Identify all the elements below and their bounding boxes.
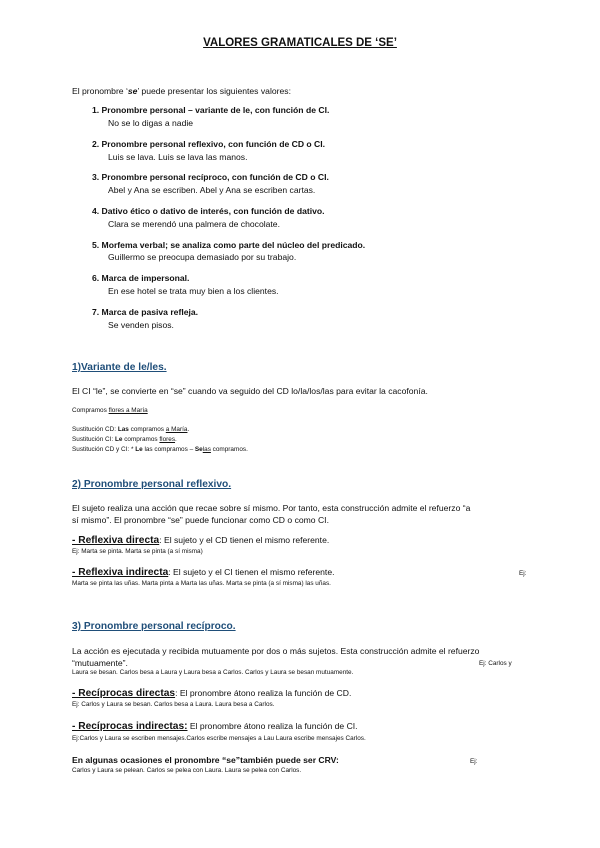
list-item-heading: 6. Marca de impersonal. (92, 273, 190, 283)
text: compramos. (210, 446, 248, 453)
text: compramos (122, 436, 160, 443)
section-heading-3: 3) Pronombre personal recíproco. (72, 621, 236, 632)
example-text: Compramos (72, 407, 109, 414)
bold-pronoun: Le (114, 436, 123, 443)
list-item-example: Abel y Ana se escriben. Abel y Ana se escriben cartas. (108, 185, 316, 195)
section-heading-2: 2) Pronombre personal reflexivo. (72, 479, 232, 490)
underlined: a María (165, 426, 188, 433)
list-item-example: Clara se merendó una palmera de chocolate. (108, 219, 280, 229)
list-item-heading: 2. Pronombre personal reflexivo, con función de CD o CI. (92, 139, 326, 149)
reflexiva-indirecta (72, 567, 334, 578)
reciprocas-directas (72, 688, 351, 699)
reflexiva-indirecta-ej: Ej: (519, 570, 527, 577)
text: El pronombre átono realiza la función de CI. (187, 721, 358, 731)
bold-pronoun: Se (194, 446, 203, 453)
underlined: flores (159, 436, 176, 443)
text: : El sujeto y el CD tienen el mismo referente. (159, 535, 330, 545)
section3-text-line1: La acción es ejecutada y recibida mutuamente por dos o más sujetos. Esta construcción admite el refuerzo (72, 646, 480, 656)
list-item-example: En ese hotel se trata muy bien a los clientes. (108, 286, 279, 296)
section3-ej: Ej: Carlos y (479, 660, 512, 667)
list-item-heading: 3. Pronombre personal recíproco, con función de CD o CI. (92, 172, 329, 182)
subheading: - Recíprocas directas (72, 688, 176, 699)
subheading: - Reflexiva directa (72, 535, 160, 546)
bold-pronoun: Las (117, 426, 129, 433)
text: . (175, 436, 177, 443)
crv-ej: Ej: (470, 758, 478, 765)
section-heading-1: 1)Variante de le/les. (72, 362, 167, 373)
list-item-example: Luis se lava. Luis se lava las manos. (108, 152, 248, 162)
subheading: - Recíprocas indirectas: (72, 721, 188, 732)
intro-paragraph (72, 86, 291, 96)
list-item-example: Se venden pisos. (108, 320, 174, 330)
subheading: - Reflexiva indirecta (72, 567, 169, 578)
label: Sustitución CI: (72, 436, 115, 443)
section1-both-substitution (72, 446, 248, 453)
intro-word: se (127, 86, 138, 96)
reflexiva-directa (72, 535, 329, 546)
text: compramos (128, 426, 166, 433)
list-item-heading: 5. Morfema verbal; se analiza como parte del núcleo del predicado. (92, 240, 366, 250)
reciprocas-indirectas-example: Ej:Carlos y Laura se escriben mensajes.Carlos escribe mensajes a Lau Laura escribe mensajes Carlos. (72, 735, 366, 742)
section1-text: El CI “le”, se convierte en “se” cuando va seguido del CD lo/la/los/las para evitar la cacofonía. (72, 386, 428, 396)
text: : El pronombre átono realiza la función de CD. (175, 688, 352, 698)
section3-text-line3: Laura se besan. Carlos besa a Laura y Laura besa a Carlos. Carlos y Laura se besan mutuamente. (72, 669, 354, 676)
bold-pronoun: Le (135, 446, 143, 453)
section3-text-line2: “mutuamente”. (72, 658, 128, 668)
text: : El sujeto y el CI tienen el mismo referente. (168, 567, 335, 577)
list-item-example: Guillermo se preocupa demasiado por su trabajo. (108, 252, 297, 262)
text: . (187, 426, 190, 433)
reciprocas-indirectas (72, 721, 358, 732)
underlined: las (202, 446, 211, 453)
section1-ci-substitution (72, 436, 177, 443)
list-item-heading: 7. Marca de pasiva refleja. (92, 307, 199, 317)
list-item-heading: 1. Pronombre personal – variante de le, con función de CI. (92, 105, 330, 115)
reflexiva-directa-example: Ej: Marta se pinta. Marta se pinta (a sí misma) (72, 548, 203, 555)
intro-after: ’ puede presentar los siguientes valores: (137, 86, 291, 96)
list-item-example: No se lo digas a nadie (108, 118, 194, 128)
list-item-heading: 4. Dativo ético o dativo de interés, con función de dativo. (92, 206, 325, 216)
intro-before: El pronombre ‘ (72, 86, 128, 96)
page-title: VALORES GRAMATICALES DE ‘SE’ (203, 37, 397, 49)
label: Sustitución CD: (72, 426, 118, 433)
label: Sustitución CD y CI: * (72, 446, 136, 453)
section1-cd-substitution (72, 426, 189, 433)
crv-example: Carlos y Laura se pelean. Carlos se pelea con Laura. Laura se pelea con Carlos. (72, 767, 302, 774)
crv-text: En algunas ocasiones el pronombre “se”también puede ser CRV: (72, 755, 339, 765)
section2-text-line1: El sujeto realiza una acción que recae sobre sí mismo. Por tanto, esta construcción admite el refuerzo “a (72, 503, 471, 513)
text: las compramos – (142, 446, 195, 453)
section2-text-line2: sí mismo”. El pronombre “se” puede funcionar como CD o como CI. (72, 515, 329, 525)
example-underlined: flores a María (108, 407, 148, 414)
reflexiva-indirecta-example: Marta se pinta las uñas. Marta pinta a Marta las uñas. Marta se pinta (a sí misma) las uñas. (72, 580, 331, 587)
reciprocas-directas-example: Ej: Carlos y Laura se besan. Carlos besa a Laura. Laura besa a Carlos. (72, 701, 275, 708)
section1-example (72, 407, 148, 414)
